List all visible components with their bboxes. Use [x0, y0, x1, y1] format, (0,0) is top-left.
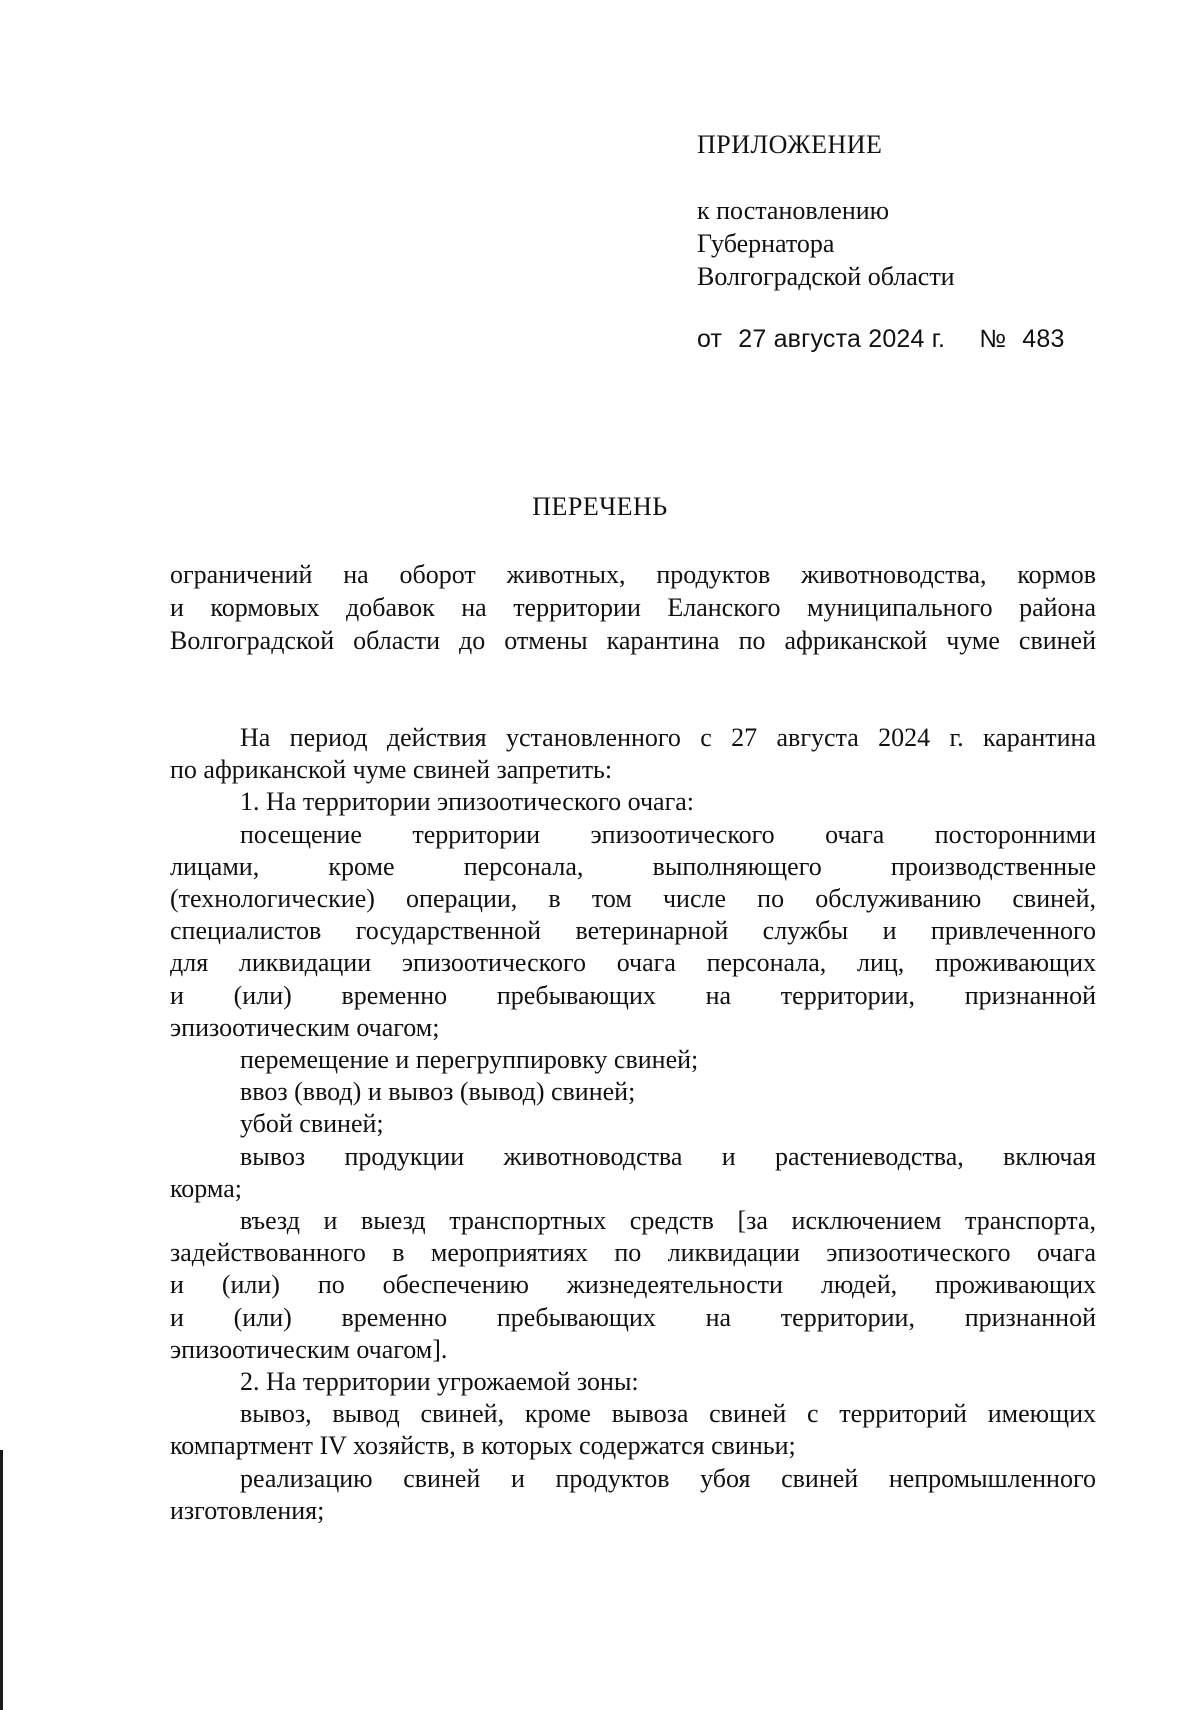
body-line: перемещение и перегруппировку свиней; [240, 1045, 699, 1075]
body-line: корма; [170, 1173, 242, 1203]
body-line: посещение территории эпизоотического очага посторонними [240, 819, 1096, 849]
body-line: и (или) временно пребывающих на территории, признанной [170, 1302, 1096, 1332]
scan-edge-mark [0, 1450, 3, 1710]
appendix-title: ПРИЛОЖЕНИЕ [697, 130, 883, 159]
body-line: эпизоотическим очагом]. [170, 1334, 448, 1364]
body-line: въезд и выезд транспортных средств [за исключением транспорта, [240, 1206, 1096, 1236]
appendix-header [697, 128, 1137, 356]
body-line: убой свиней; [240, 1109, 384, 1139]
body-line: (технологические) операции, в том числе по обслуживанию свиней, [170, 884, 1096, 914]
appendix-to-decree: к постановлению [697, 196, 890, 225]
appendix-reference [697, 194, 1137, 293]
list-subtitle [170, 558, 1096, 657]
body-line: изготовления; [170, 1495, 325, 1525]
appendix-governor: Губернатора [697, 229, 835, 258]
body-line: по африканской чуме свиней запретить: [170, 755, 613, 785]
body-line: 1. На территории эпизоотического очага: [240, 787, 695, 817]
body-line: реализацию свиней и продуктов убоя свиней непромышленного [240, 1463, 1096, 1493]
body-line: лицами, кроме персонала, выполняющего производственные [170, 851, 1096, 881]
decree-date-line [697, 323, 1137, 356]
body-line: На период действия установленного с 27 августа 2024 г. карантина [240, 723, 1096, 752]
body-line: ввоз (ввод) и вывоз (вывод) свиней; [240, 1077, 636, 1107]
body-line: компартмент IV хозяйств, в которых содержатся свиньи; [170, 1431, 796, 1461]
decree-number: 483 [1022, 325, 1065, 353]
body-line: вывоз продукции животноводства и растениеводства, включая [240, 1141, 1096, 1171]
body-line: задействованного в мероприятиях по ликвидации эпизоотического очага [170, 1238, 1096, 1268]
body-line: эпизоотическим очагом; [170, 1012, 440, 1042]
subtitle-line: и кормовых добавок на территории Еланского муниципального района [170, 593, 1096, 622]
date-prefix: от [697, 325, 723, 353]
body-line: и (или) временно пребывающих на территории, признанной [170, 980, 1096, 1010]
body-line: вывоз, вывод свиней, кроме вывоза свиней с территорий имеющих [240, 1399, 1096, 1429]
number-sign: № [979, 325, 1007, 353]
body-line: специалистов государственной ветеринарной службы и привлеченного [170, 916, 1096, 946]
list-title: ПЕРЕЧЕНЬ [532, 492, 668, 521]
body-line: и (или) по обеспечению жизнедеятельности людей, проживающих [170, 1270, 1096, 1300]
body-line: 2. На территории угрожаемой зоны: [240, 1367, 639, 1397]
body-text [170, 722, 1096, 1527]
appendix-region: Волгоградской области [697, 262, 955, 291]
body-line: для ликвидации эпизоотического очага персонала, лиц, проживающих [170, 948, 1096, 978]
subtitle-line: ограничений на оборот животных, продуктов животноводства, кормов [170, 560, 1096, 589]
subtitle-line: Волгоградской области до отмены карантина по африканской чуме свиней [170, 626, 1096, 655]
decree-date: 27 августа 2024 г. [738, 325, 946, 353]
